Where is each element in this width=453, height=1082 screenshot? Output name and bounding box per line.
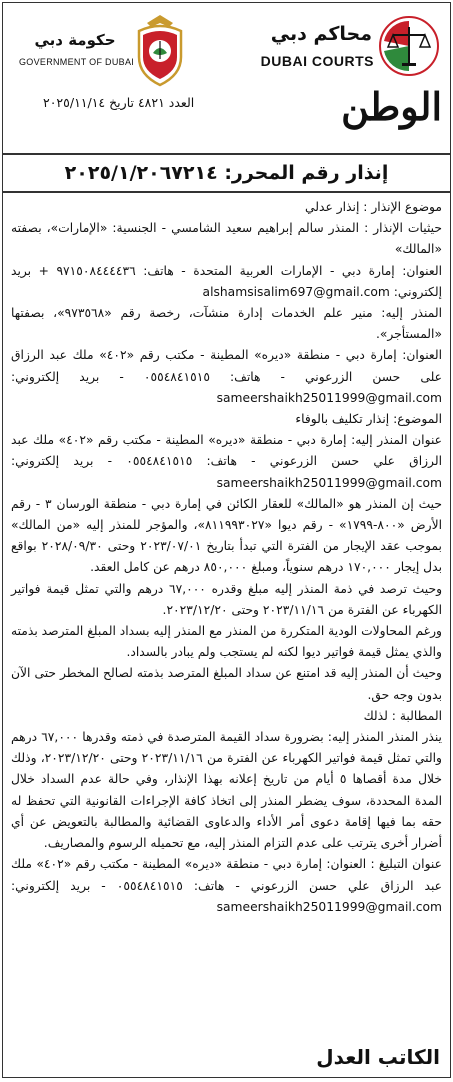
scales-of-justice-icon — [378, 15, 440, 77]
notice-paragraph: المطالبة : لذلك — [363, 708, 442, 723]
notice-page — [2, 2, 451, 1078]
notary-signature: الكاتب العدل — [316, 1045, 440, 1069]
notice-body — [3, 193, 450, 918]
notice-header — [3, 3, 450, 155]
notice-paragraph: الموضوع: إنذار تكليف بالوفاء — [295, 412, 442, 427]
courts-name-english: DUBAI COURTS — [260, 53, 374, 69]
notice-paragraph: ينذر المنذر المنذر إليه: بضرورة سداد القيمة المترصدة في ذمته وقدرها ٦٧,٠٠٠ درهم والتي تمثل قيمة فواتير الكهرباء عن الفترة من ٢٠٢٣/١١/١٦ وحتى ٢٠٢٣/١٢/٢٠، وذلك خلال مدة أقصاها ٥ أيام من تاريخ إعلانه بهذا الإنذار، وفي حالة عدم السداد خلال المدة المحددة، سوف يضطر المنذر إلى اتخاذ كافة الإجراءات القانونية التي تحفظ له حقه بما فيها إقامة دعوى أمر الأداء والدعاوى القضائية والمطالبة بالتعويض عن أي أضرار أخرى يترتب على عدم التزام المنذر إليه، مع تحميله الرسوم والمصاريف. — [11, 730, 442, 851]
dubai-government-logo — [9, 11, 199, 87]
notice-paragraph: ورغم المحاولات الودية المتكررة من المنذر مع المنذر إليه بسداد المبلغ المترصد بذمته والذي يمثل قيمة فواتير ديوا لكنه لم يستجب ولم يبادر بالسداد. — [11, 624, 442, 660]
government-name-arabic: حكومة دبي — [34, 31, 116, 49]
courts-name-arabic: محاكم دبي — [270, 23, 372, 45]
issue-number-date: العدد ٤٨٢١ تاريخ ٢٠٢٥/١١/١٤ — [43, 95, 195, 110]
notice-paragraph: العنوان: إمارة دبي - منطقة «ديره» المطينة - مكتب رقم «٤٠٢» ملك عبد الرزاق على حسن الزرعوني - هاتف: ٠٥٥٤٨٤١٥١٥ - بريد إلكتروني: sameershaikh25011999@gmail.com — [11, 348, 443, 405]
notice-paragraph: وحيث ترصد في ذمة المنذر إليه مبلغ وقدره ٦٧,٠٠٠ درهم والتي تمثل قيمة فواتير الكهرباء عن الفترة من ٢٠٢٣/١١/١٦ وحتى ٢٠٢٣/١٢/٢٠. — [11, 581, 443, 617]
government-name-english: GOVERNMENT OF DUBAI — [19, 57, 135, 67]
notice-headline-bar — [3, 155, 450, 193]
dubai-courts-logo — [244, 11, 444, 77]
notice-paragraph: عنوان التبليغ : العنوان: إمارة دبي - منطقة «ديره» المطينة - مكتب رقم «٤٠٢» ملك عبد الرزاق علي حسن الزرعوني - هاتف: ٠٥٥٤٨٤١٥١٥ - بريد إلكتروني: sameershaikh25011999@gmail.com — [11, 857, 442, 914]
notice-paragraph: موضوع الإنذار : إنذار عدلي — [305, 200, 442, 214]
notice-paragraph: حيث إن المنذر هو «المالك» للعقار الكائن في إمارة دبي - منطقة الورسان ٣ - رقم الأرض «٨٠٠-١٧٩٩» - رقم ديوا «٨١١٩٩٣٠٢٧»، والمؤجر للمنذر إليه «من المالك» بموجب عقد الإيجار من الفترة التي تبدأ بتاريخ ٢٠٢٣/٠٧/٠١ وحتى ٢٠٢٨/٠٩/٣٠ بواقع بدل إيجار ١٧٠,٠٠٠ درهم سنوياً، ومبلغ ٨٥٠,٠٠٠ درهم عن كامل العقد. — [11, 496, 442, 575]
notice-paragraph: المنذر إليه: منير علم الخدمات إدارة منشآت، رخصة رقم «٩٧٣٥٦٨»، بصفتها «المستأجر». — [11, 306, 442, 342]
notice-paragraph: عنوان المنذر إليه: إمارة دبي - منطقة «ديره» المطينة - مكتب رقم «٤٠٢» ملك عبد الرزاق علي حسن الزرعوني - هاتف: ٠٥٥٤٨٤١٥١٥ - بريد إلكتروني: sameershaikh25011999@gmail.com — [11, 433, 442, 490]
notice-headline: إنذار رقم المحرر: ٢٠٢٥/١/٢٠٦٧٢١٤ — [64, 162, 389, 184]
notice-paragraph: العنوان: إمارة دبي - الإمارات العربية المتحدة - هاتف: ٩٧١٥٠٨٤٤٤٤٣٦ + بريد إلكتروني: alshamsisalim697@gmail.com — [11, 263, 442, 299]
notice-paragraph: حيثيات الإنذار : المنذر سالم إبراهيم سعيد الشامسي - الجنسية: «الإمارات»، بصفته «المالك» — [11, 221, 442, 257]
newspaper-name: الوطن — [341, 84, 442, 129]
dubai-government-emblem-icon — [129, 13, 191, 87]
notice-paragraph: وحيث أن المنذر إليه قد امتنع عن سداد المبلغ المترصد بذمته لصالح المخطر حتى الآن بدون وجه حق. — [11, 666, 442, 702]
